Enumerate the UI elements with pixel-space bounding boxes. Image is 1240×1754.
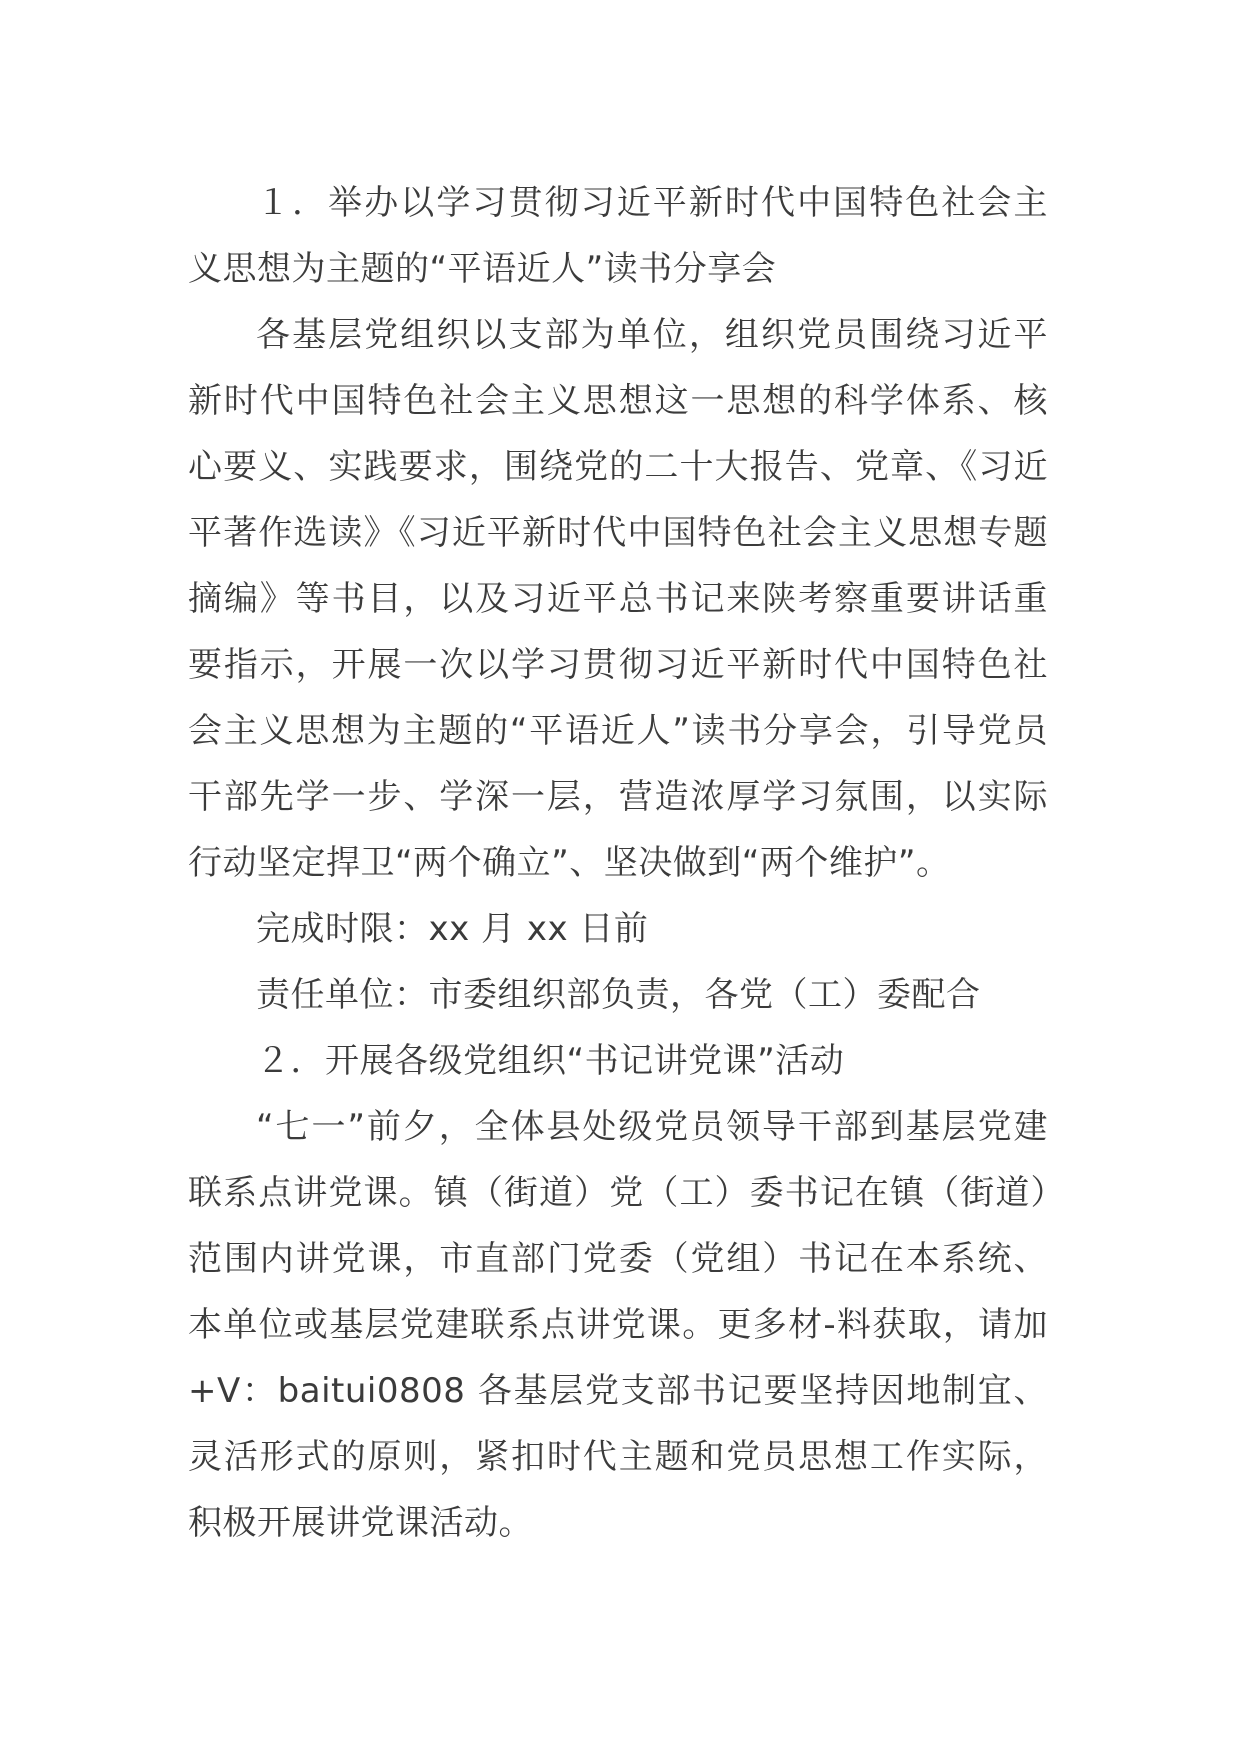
section-heading-1: １．举办以学习贯彻习近平新时代中国特色社会主义思想为主题的“平语近人”读书分享会 [188, 183, 1048, 289]
body-paragraph-2: “七一”前夕，全体县处级党员领导干部到基层党建联系点讲党课。镇（街道）党（工）委书记在镇（街道）范围内讲党课，市直部门党委（党组）书记在本系统、本单位或基层党建联系点讲党课。更多材-料获取，请加+V：baitui0808 各基层党支部书记要坚持因地制宜、灵活形式的原则，紧扣时代主题和党员思想工作实际，积极开展讲党课活动。 [188, 1107, 1048, 1543]
responsible-unit-line: 责任单位：市委组织部负责，各党（工）委配合 [256, 975, 981, 1015]
document-body [188, 170, 1048, 1556]
body-paragraph-1: 各基层党组织以支部为单位，组织党员围绕习近平新时代中国特色社会主义思想这一思想的科学体系、核心要义、实践要求，围绕党的二十大报告、党章、《习近平著作选读》《习近平新时代中国特色社会主义思想专题摘编》等书目，以及习近平总书记来陕考察重要讲话重要指示，开展一次以学习贯彻习近平新时代中国特色社会主义思想为主题的“平语近人”读书分享会，引导党员干部先学一步、学深一层，营造浓厚学习氛围，以实际行动坚定捍卫“两个确立”、坚决做到“两个维护”。 [188, 315, 1048, 883]
deadline-line: 完成时限：xx 月 xx 日前 [256, 909, 649, 949]
section-heading-2: ２．开展各级党组织“书记讲党课”活动 [256, 1041, 845, 1081]
